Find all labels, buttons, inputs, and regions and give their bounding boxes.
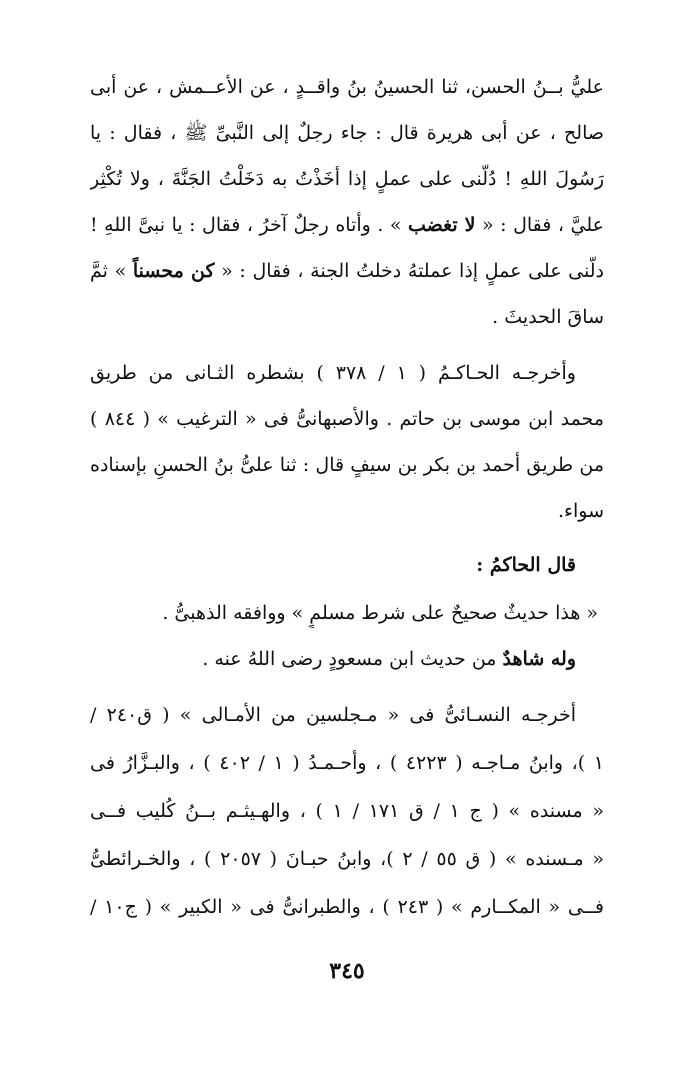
text-run: عليَّ ، فقال : « — [475, 214, 604, 236]
hadith-quote: لا تغضب — [408, 214, 476, 236]
text-line-8: محمد ابن موسى بن حاتم . والأصبهانىُّ فى « الترغيب » ( ٨٤٤ ) — [90, 408, 604, 430]
text-line-18: فــى « المكــارم » ( ٢٤٣ ) ، والطبرانىُّ فى « الكبير » ( ج١٠ / — [90, 896, 604, 918]
text-line-1: عليُّ بــنُ الحسن، ثنا الحسينُ بنُ واقــدٍ ، عن الأعــمش ، عن أبى — [90, 76, 604, 98]
section-heading: قال الحاكمُ : — [476, 554, 576, 576]
text-line-10: سواء. — [558, 500, 604, 522]
text-line-5 — [90, 256, 604, 286]
text-line-13 — [90, 644, 576, 674]
text-run: من حديث ابن مسعودٍ رضى اللهُ عنه . — [202, 648, 503, 670]
text-line-9: من طريق أحمد بن بكر بن سيفٍ قال : ثنا علىُّ بنُ الحسنِ بإسناده — [90, 454, 604, 476]
text-run: دلَّنى على عملٍ إذا عملتهُ دخلتُ الجنة ، فقال : « — [214, 260, 604, 282]
text-run: » . وأتاه رجلٌ آخرُ ، فقال : يا نبىَّ اللهِ ! — [90, 214, 409, 236]
text-line-6: ساقَ الحديثَ . — [492, 306, 604, 328]
text-line-17: « مـسنده » ( ق ٥٥ / ٢ )، وابنُ حبـانَ ( ٢٠٥٧ ) ، والخـرائطىُّ — [90, 848, 604, 870]
text-line-16: « مسنده » ( ج ١ / ق ١٧١ / ١ ) ، والهـيثـم بــنُ كُليب فــى — [90, 800, 604, 822]
text-line-3: رَسُولَ اللهِ ! دُلَّنى على عملٍ إذا أخَذْتُ به دَخَلْتُ الجَنَّةَ ، ولا تُكْثِر — [90, 168, 604, 190]
text-line-14: أخرجـه النسـائىُّ فى « مـجلسين من الأمـالى » ( ق٢٤٠ / — [90, 704, 576, 726]
text-run: » ثمَّ — [90, 260, 133, 282]
text-line-4 — [90, 210, 604, 240]
hadith-quote: كن محسناً — [132, 260, 215, 282]
text-line-15: ١ )، وابنُ مـاجـه ( ٤٢٢٣ ) ، وأحـمـدُ ( ١ / ٤٠٢ ) ، والبـزَّارُ فى — [90, 752, 604, 774]
quoted-ruling: « هذا حديثٌ صحيحٌ على شرط مسلمٍ » ووافقه الذهبىُّ . — [162, 602, 598, 624]
page-number: ٣٤٥ — [329, 958, 365, 984]
witness-label: وله شاهدٌ — [502, 648, 576, 670]
text-line-7: وأخرجـه الحـاكـمُ ( ١ / ٣٧٨ ) بشطره الثـانى من طريق — [90, 362, 576, 384]
text-line-2: صالح ، عن أبى هريرة قال : جاء رجلٌ إلى النَّبىِّ ﷺ ، فقال : يا — [90, 122, 604, 144]
